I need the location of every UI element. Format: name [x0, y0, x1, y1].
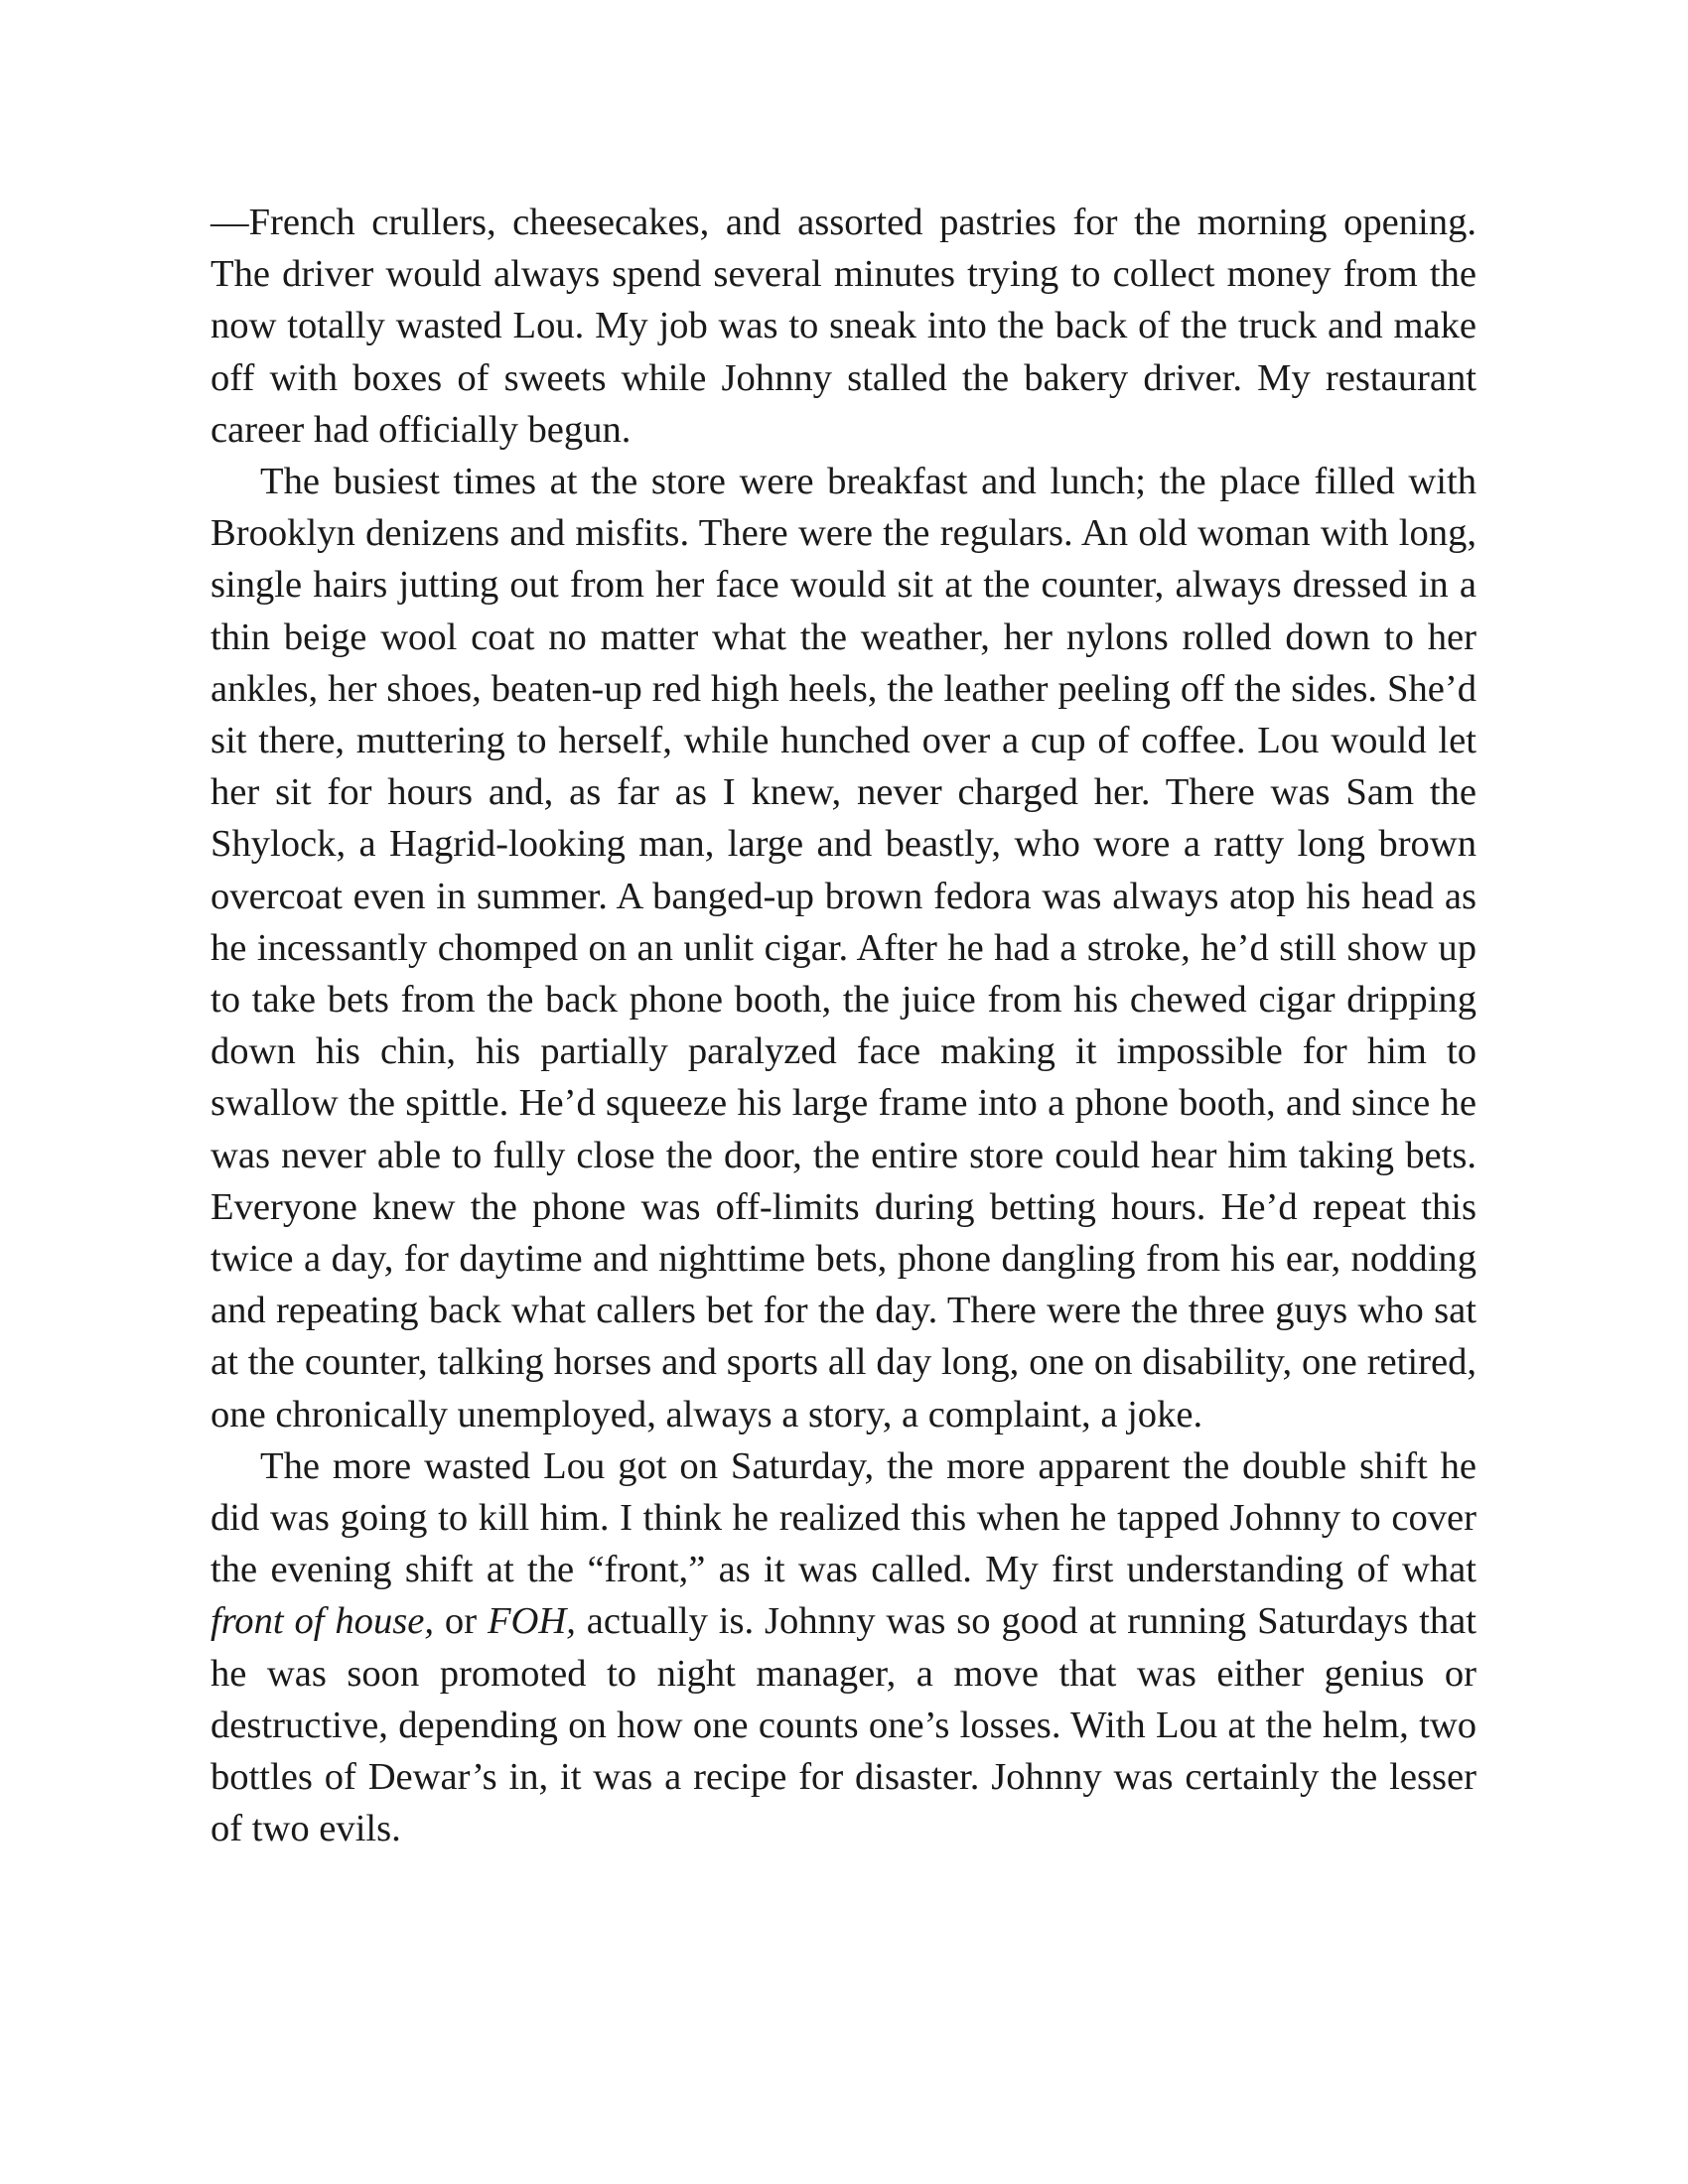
paragraph-3 — [211, 1440, 1477, 1855]
paragraph-3-text-a: The more wasted Lou got on Saturday, the more apparent the double shift he did was going to kill him. I think he realized this when he tapped Johnny to cover the evening shift at the “front,” as it was called. My first understanding of what — [211, 1444, 1477, 1591]
body-text — [211, 197, 1477, 1855]
paragraph-1 — [211, 197, 1477, 456]
paragraph-2-text: The busiest times at the store were breakfast and lunch; the place filled with Brooklyn denizens and misfits. There were the regulars. An old woman with long, single hairs jutting out from her face would sit at the counter, always dressed in a thin beige wool coat no matter what the weather, her nylons rolled down to her ankles, her shoes, beaten-up red high heels, the leather peeling off the sides. She’d sit there, muttering to herself, while hunched over a cup of coffee. Lou would let her sit for hours and, as far as I knew, never charged her. There was Sam the Shylock, a Hagrid-looking man, large and beastly, who wore a ratty long brown overcoat even in summer. A banged-up brown fedora was always atop his head as he incessantly chomped on an unlit cigar. After he had a stroke, he’d still show up to take bets from the back phone booth, the juice from his chewed cigar dripping down his chin, his partially paralyzed face making it impossible for him to swallow the spittle. He’d squeeze his large frame into a phone booth, and since he was never able to fully close the door, the entire store could hear him taking bets. Everyone knew the phone was off-limits during betting hours. He’d repeat this twice a day, for daytime and nighttime bets, phone dangling from his ear, nodding and repeating back what callers bet for the day. There were the three guys who sat at the counter, talking horses and sports all day long, one on disability, one retired, one chronically unemployed, always a story, a complaint, a joke. — [211, 461, 1477, 1435]
italic-term-foh: FOH, — [487, 1600, 576, 1643]
paragraph-3-text-b: or — [434, 1600, 488, 1643]
italic-term-front-of-house: front of house, — [211, 1600, 435, 1643]
paragraph-3-text-c: actually is. Johnny was so good at running Saturdays that he was soon promoted to night manager, a move that was either genius or destructive, depending on how one counts one’s losses. With Lou at the helm, two bottles of Dewar’s in, it was a recipe for disaster. Johnny was certainly the lesser of two evils. — [211, 1600, 1477, 1850]
paragraph-2 — [211, 456, 1477, 1440]
paragraph-1-text: —French crullers, cheesecakes, and assorted pastries for the morning opening. The driver would always spend several minutes trying to collect money from the now totally wasted Lou. My job was to sneak into the back of the truck and make off with boxes of sweets while Johnny stalled the bakery driver. My restaurant career had officially begun. — [211, 202, 1477, 451]
